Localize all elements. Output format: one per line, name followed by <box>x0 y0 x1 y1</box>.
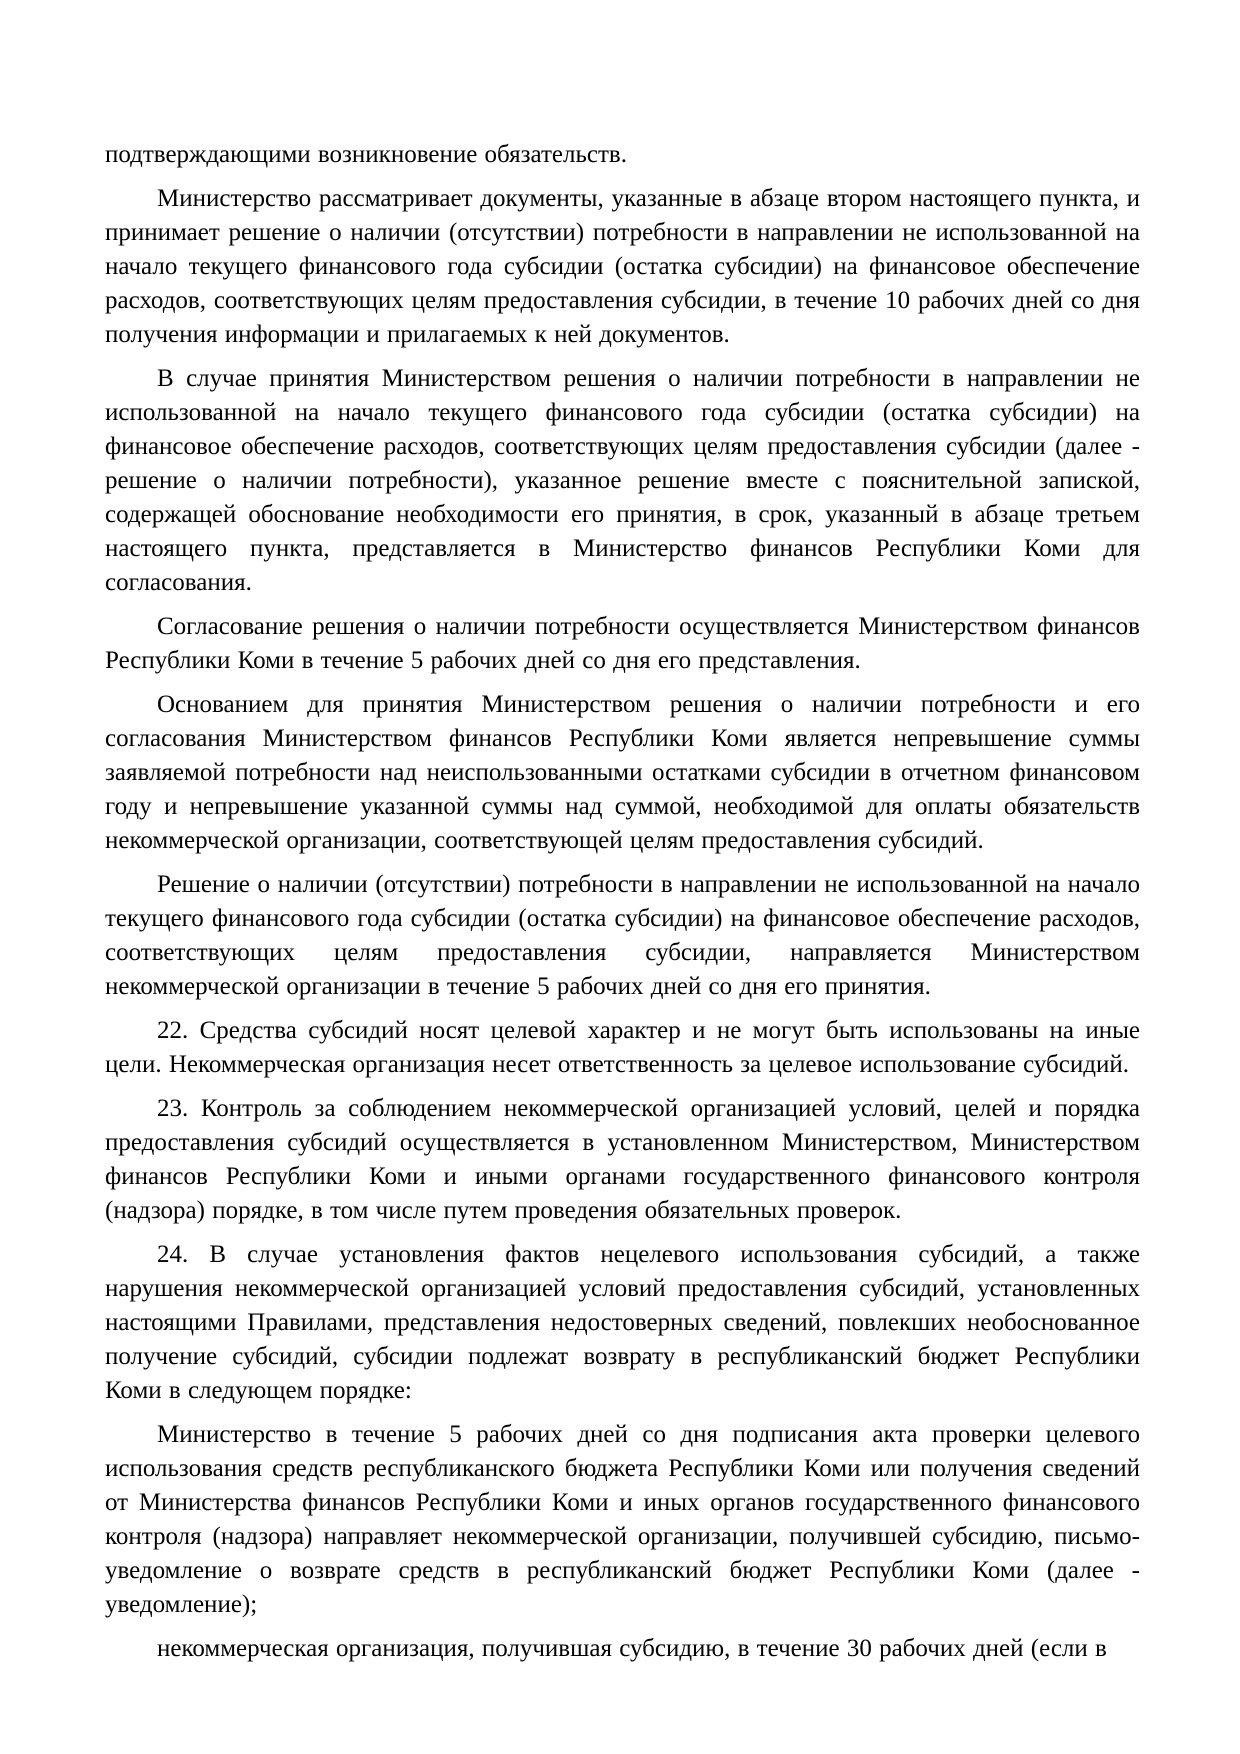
paragraph: Решение о наличии (отсутствии) потребности в направлении не использованной на начало текущего финансового года субсидии (остатка субсидии) на финансовое обеспечение расходов, соответствующих целям предоставления субсидии, направляется Министерством некоммерческой организации в течение 5 рабочих дней со дня его принятия. <box>105 871 1140 1000</box>
paragraph-item-22: 22. Средства субсидий носят целевой характер и не могут быть использованы на иные цели. Некоммерческая организация несет ответственность за целевое использование субсидий. <box>105 1017 1140 1078</box>
paragraph: Министерство в течение 5 рабочих дней со дня подписания акта проверки целевого использования средств республиканского бюджета Республики Коми или получения сведений от Министерства финансов Республики Коми и иных органов государственного финансового контроля (надзора) направляет некоммерческой организации, получившей субсидию, письмо-уведомление о возврате средств в республиканский бюджет Республики Коми (далее - уведомление); <box>105 1421 1140 1618</box>
paragraph: Основанием для принятия Министерством решения о наличии потребности и его согласования Министерством финансов Республики Коми является непревышение суммы заявляемой потребности над неиспользованными остатками субсидии в отчетном финансовом году и непревышение указанной суммы над суммой, необходимой для оплаты обязательств некоммерческой организации, соответствующей целям предоставления субсидий. <box>105 691 1140 854</box>
paragraph-item-24: 24. В случае установления фактов нецелевого использования субсидий, а также нарушения некоммерческой организацией условий предоставления субсидий, установленных настоящими Правилами, представления недостоверных сведений, повлекших необоснованное получение субсидий, субсидии подлежат возврату в республиканский бюджет Республики Коми в следующем порядке: <box>105 1241 1140 1404</box>
paragraph: Министерство рассматривает документы, указанные в абзаце втором настоящего пункта, и принимает решение о наличии (отсутствии) потребности в направлении не использованной на начало текущего финансового года субсидии (остатка субсидии) на финансовое обеспечение расходов, соответствующих целям предоставления субсидии, в течение 10 рабочих дней со дня получения информации и прилагаемых к ней документов. <box>105 185 1140 348</box>
paragraph: Согласование решения о наличии потребности осуществляется Министерством финансов Республики Коми в течение 5 рабочих дней со дня его представления. <box>105 613 1140 674</box>
paragraph-item-23: 23. Контроль за соблюдением некоммерческой организацией условий, целей и порядка предоставления субсидий осуществляется в установленном Министерством, Министерством финансов Республики Коми и иными органами государственного финансового контроля (надзора) порядке, в том числе путем проведения обязательных проверок. <box>105 1095 1140 1224</box>
paragraph: В случае принятия Министерством решения о наличии потребности в направлении не использованной на начало текущего финансового года субсидии (остатка субсидии) на финансовое обеспечение расходов, соответствующих целям предоставления субсидии (далее - решение о наличии потребности), указанное решение вместе с пояснительной запиской, содержащей обоснование необходимости его принятия, в срок, указанный в абзаце третьем настоящего пункта, представляется в Министерство финансов Республики Коми для согласования. <box>105 365 1140 596</box>
paragraph: некоммерческая организация, получившая субсидию, в течение 30 рабочих дней (если в <box>157 1635 1107 1662</box>
paragraph-continuation: подтверждающими возникновение обязательств. <box>105 141 627 168</box>
